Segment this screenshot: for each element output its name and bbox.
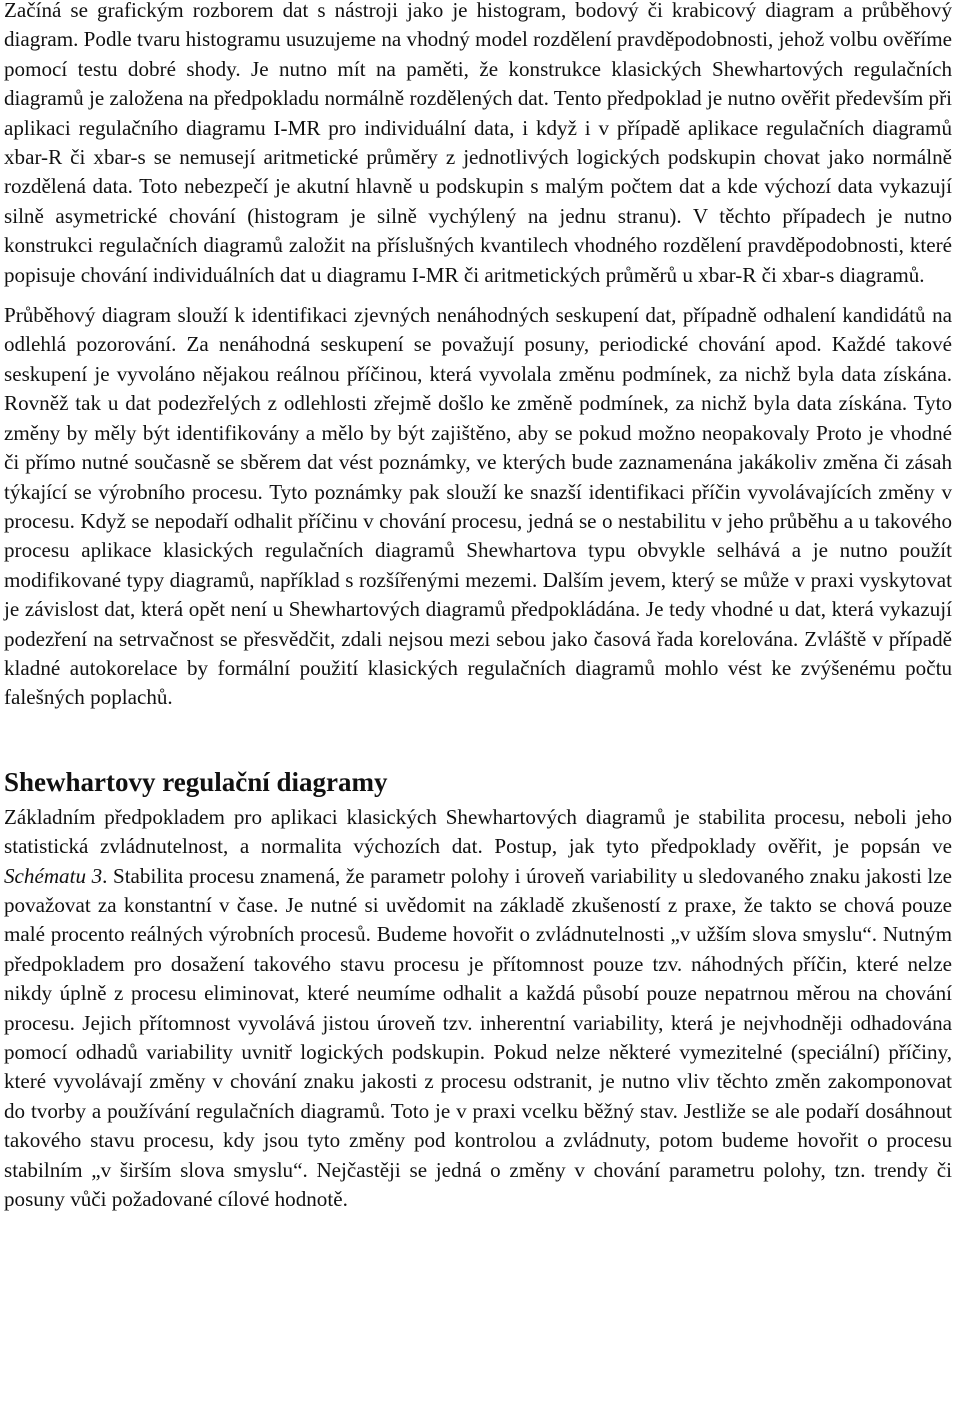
- schema-reference: Schématu 3: [4, 863, 103, 888]
- paragraph-run-chart: Průběhový diagram slouží k identifikaci zjevných nenáhodných seskupení dat, případně odhalení kandidátů na odlehlá pozorování. Za nenáhodná seskupení se považují posuny, periodické chování apod. Každé takové seskupení je vyvoláno nějakou reálnou příčinou, která vyvolala změnu podmínek, za nichž byla data získána. Rovněž tak u dat podezřelých z odlehlosti zřejmě došlo ke změně podmínek, za nichž byla data získána. Tyto změny by měly být identifikovány a mělo by být zajištěno, aby se pokud možno neopakovaly Proto je vhodné či přímo nutné současně se sběrem dat vést poznámky, ve kterých bude zaznamenána jakákoliv změna či zásah týkající se výrobního procesu. Tyto poznámky pak slouží ke snazší identifikaci příčin vyvolávajících změny v procesu. Když se nepodaří odhalit příčinu v chování procesu, jedná se o nestabilitu v jeho průběhu a u takového procesu aplikace klasických regulačních diagramů Shewhartova typu obvykle selhává a je nutno použít modifikované typy diagramů, například s rozšířenými mezemi. Dalším jevem, který se může v praxi vyskytovat je závislost dat, která opět není u Shewhartových diagramů předpokládána. Je tedy vhodné u dat, která vykazují podezření na setrvačnost se přesvědčit, zdali nejsou mezi sebou jako časová řada korelována. Zvláště v případě kladné autokorelace by formální použití klasických regulačních diagramů mohlo vést ke zvýšenému počtu falešných poplachů.: [4, 303, 952, 710]
- section-heading: Shewhartovy regulační diagramy: [4, 766, 388, 797]
- document-page: [4, 0, 952, 1214]
- paragraph-histogram-analysis: Začíná se grafickým rozborem dat s nástroji jako je histogram, bodový či krabicový diagram a průběhový diagram. Podle tvaru histogramu usuzujeme na vhodný model rozdělení pravděpodobnosti, jehož volbu ověříme pomocí testu dobré shody. Je nutno mít na paměti, že konstrukce klasických Shewhartových regulačních diagramů je založena na předpokladu normálně rozdělených dat. Tento předpoklad je nutno ověřit především při aplikaci regulačního diagramu I-MR pro individuální data, i když i v případě aplikace regulačních diagramů xbar-R či xbar-s se nemusejí aritmetické průměry z jednotlivých logických podskupin chovat jako normálně rozdělená data. Toto nebezpečí je akutní hlavně u podskupin s malým počtem dat a kde výchozí data vykazují silně asymetrické chování (histogram je silně vychýlený na jednu stranu). V těchto případech je nutno konstrukci regulačních diagramů založit na příslušných kvantilech vhodného rozdělení pravděpodobnosti, které popisuje chování individuálních dat u diagramu I-MR či aritmetických průměrů u xbar-R či xbar-s diagramů.: [4, 0, 952, 287]
- paragraph-text-rest: . Stabilita procesu znamená, že parametr polohy i úroveň variability u sledovaného znaku jakosti lze považovat za konstantní v čase. Je nutné si uvědomit na základě zkušeností z praxe, že takto se chová pouze malé procento reálných výrobních procesů. Budeme hovořit o zvládnutelnosti „v užším slova smyslu“. Nutným předpokladem pro dosažení takového stavu procesu je přítomnost pouze tzv. náhodných příčin, které nelze nikdy úplně z procesu eliminovat, které neumíme odhalit a každá působí pouze nepatrnou měrou na chování procesu. Jejich přítomnost vyvolává jistou úroveň tzv. inherentní variability, která je nejvhodněji odhadována pomocí odhadů variability uvnitř logických podskupin. Pokud nelze některé vymezitelné (speciální) příčiny, které vyvolávají změny v chování znaku jakosti z procesu odstranit, je nutno vliv těchto změn zakomponovat do tvorby a používání regulačních diagramů. Toto je v praxi vcelku běžný stav. Jestliže se ale podaří dosáhnout takového stavu procesu, kdy jsou tyto změny pod kontrolou a zvládnuty, potom budeme hovořit o procesu stabilním „v širším slova smyslu“. Nejčastěji se jedná o změny v chování parametru polohy, tzn. trendy či posuny vůči požadované cílové hodnotě.: [4, 863, 953, 1212]
- paragraph-shewhart-assumptions: [4, 803, 952, 1215]
- paragraph-text-start: Základním předpokladem pro aplikaci klasických Shewhartových diagramů je stabilita procesu, neboli jeho statistická zvládnutelnost, a normalita výchozích dat. Postup, jak tyto předpoklady ověřit, je popsán ve: [4, 804, 952, 859]
